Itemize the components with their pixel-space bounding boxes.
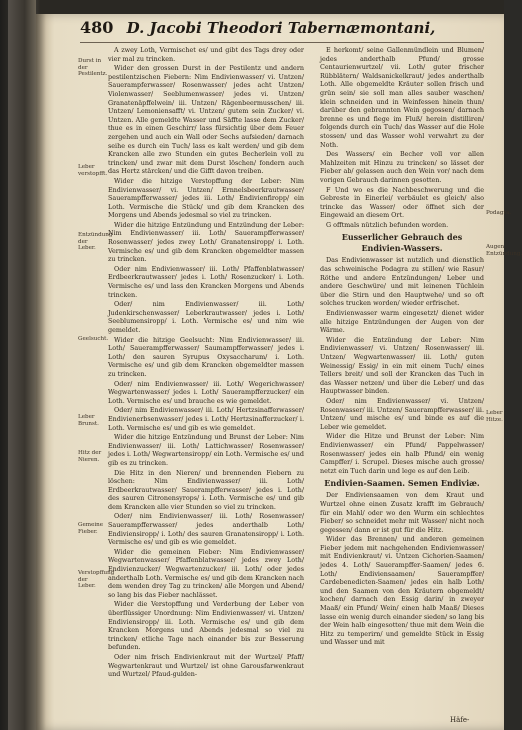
paragraph: G offtmals nützlich befunden worden.: [326, 220, 449, 229]
paragraph: Wider das Brennen/ und anderen gemeinen Fieber jedem mit nachgehenden Endivienwasser/ mit Endivienkraut/ vi. Untzen Cichorien-Saamen/ jedes 4. Loth/ Sauerampffer-Saamen/ jedes 6. Loth/ Endiviensaamen/ Sauerampffer/ Cardebenedicten-Saamen/ jedes ein halb Loth/ und den Saamen von den Kräutern obgemeldt/ kochen/ darnach den Essig darin/ in zweyer Maaß/ ein Pfund/ Wein/ einen halb Maaß/ Dieses lasse ein wenig durch einander sieden/ so lang bis der Wein halb eingesotten/ thue mit dem Wein die Hitz zu temperirn/ und gemeldte Stück in Essig und Wasser und mit: [320, 535, 484, 647]
paragraph: F Und wo es die Nachbeschwerung und die Gebreste in Einerlei/ verbäulet es gleich/ also trincke das Wasser/ oder öffnet sich der Eingewaid an diesem Ort.: [320, 185, 484, 220]
paragraph: A zwey Loth, Vermischet es/ und gibt des Tags drey oder vier mal zu trincken.: [108, 46, 304, 63]
margin-note: Hitz der Nieren.: [78, 450, 102, 463]
page-title: D. Jacobi Theodori Tabernæmontani,: [126, 19, 436, 37]
section-heading: Eusserlicher Gebrauch des Endivien-Wassers.: [341, 232, 463, 254]
paragraph: Wider die hitzige Entzündung und Brunst der Leber: Nim Endivienwasser/ iii. Loth/ Lattichwasser/ Rosenwasser/ jedes i. Loth/ Wegwartensiropp/ ein Loth. Vermische es/ und gib es zu trincken.: [108, 433, 304, 467]
margin-note: Geelsucht.: [78, 336, 109, 342]
paragraph: Wider die hitzige Verstopffung der Leber: Nim Endivienwasser/ vi. Untzen/ Ernnelsbeerkrautwasser/ Sauerampfferwasser/ jedes iii. Loth/ Endivienfiropp/ ein Loth. Vermische die Stück/ und gib dem Krancken des Morgens und Abends jedesmal so viel zu trincken.: [108, 176, 304, 220]
margin-note: Leber Brunst.: [78, 414, 99, 427]
margin-note: Entzündung der Leber.: [78, 232, 113, 252]
paragraph: Wider die Hitze und Brunst der Leber: Nim Endivienwasser/ ein Pfund/ Pappelwasser/ Rosenwasser/ jedes ein halb Pfund/ ein wenig Campffer/ i. Scrupel. Dieses mische auch grosse/ netzt ein Tuch darin und lege es auf den Leib.: [320, 432, 484, 475]
paragraph: Wider die Entzündung der Leber: Nim Endivienwasser/ vi. Untzen/ Rosenwasser/ iii. Untzen/ Wegwartenwasser/ iii. Loth/ guten Weinessig/ Essig/ in ein mit einem Tuch/ eines Tellers breit/ und soll der Krancken das Tuch in das Wasser netzen/ und über die Leber/ und das Hauptwasser binden.: [320, 335, 484, 396]
book-page: [36, 14, 522, 730]
page-number: 480: [80, 18, 114, 37]
paragraph: Endivienwasser warm eingesetzt/ dienet wider alle hitzige Entzündungen der Augen von der Wärme.: [320, 309, 484, 335]
paragraph: Die Hitz in den Nieren/ und brennenden Fiebern zu löschen: Nim Endivienwasser/ iii. Loth/ Erdbeerkrautwasser/ Sauerampfferwasser/ jedes i. Loth/ des sauren Citronensyrops/ i. Loth. Vermische es/ und gib dem Krancken alle vier Stunden so viel zu trincken.: [108, 468, 304, 511]
margin-note: Leber Hitze.: [486, 410, 503, 423]
paragraph: E herkomt/ seine Gallenmündlein und Blumen/ jedes anderthalb Pfund/ grosse Centaurienwurtzel/ vii. Loth/ guter frischer Rübblätern/ Waldsanickelkraut/ jedes anderthalb Loth. Alle obgemeldte Kräuter sollen frisch und grün sein/ sie soll man alles sauber waschen/ klein schneiden und in Weinfessen hinein thun/ darüber den gebrannten Wein gegossen/ darnach brenne es und fiege im Fluß/ herein distilliren/ folgends durch ein Tuch/ das Wasser auf die Hole stossen/ und das Wasser wohl verwahrt zu der Noth.: [320, 46, 484, 149]
section-heading: Endivien-Saamen. Semen Endiviæ.: [324, 478, 480, 489]
paragraph: Oder/ nim Endivienwasser/ iii. Loth/ Wegerichwasser/ Wegwartenwasser/ jedes i. Loth/ Sauerampfferzucker/ ein Loth. Vermische es/ und brauche es wie gemeldet.: [108, 379, 304, 405]
header-rule: [80, 42, 484, 43]
paragraph: Wider den grossen Durst in der Pestilentz und andern pestilentzischen Fiebern: Nim Endivienwasser/ vi. Untzen/ Sauerampferwasser/ Rosenwasser/ jedes acht Untzen/ Violenwasser/ Seeblumenwasser/ jedes vi. Untzen/ Granatenäpffelwein/ iii. Untzen/ Rägenbeermusschen/ iii. Untzen/ Lemoniensafft/ vi. Untzen/ gutem sein Zucker/ vi. Untzen. Alle gemeldte Wasser und Säffte lasse dem Zucker/ thue es in einen Geschirr/ lass fürsichtig über dem Feuer zergehen und auch ein Wall oder Sechs aufsieden/ darnach seihe es durch ein Tuch/ lass es kalt werden/ und gib dem Krancken alle zwo Stunden ein gutes Becherlein voll zu trincken/ und zwar mit dem Durst löschen/ fondern auch das Hertz stärcken/ und die Gifft davon treiben.: [108, 64, 304, 176]
margin-note: Leber verstopfft.: [78, 164, 108, 177]
paragraph: Wider die hitzige Geelsucht: Nim Endivienwasser/ iii. Loth/ Sauerampfferwasser/ Saumampfferwasser/ jedes i. Loth/ den sauren Syrupus Oxysaccharum/ i. Loth. Vermische es/ und gib dem Krancken obgemeldter massen zu trincken.: [108, 335, 304, 378]
paragraph: Wider die Verstopffung und Verderbung der Leber von überflüssiger Unordnung: Nim Endivienwasser/ vi. Untzen/ Endiviensiropp/ iii. Loth. Vermische es/ und gib dem Krancken Morgens und Abends jedesmal so viel zu trincken/ etliche Tage nach einander bis zur Besserung befunden.: [108, 600, 304, 652]
paragraph: Das Endivienwasser ist nutzlich und dienstlich das schweinische Podagra zu stillen/ wie Rasur/ Röthe und andere Entzündungen/ Leber und andere Geschwüre/ und mit leinenen Tüchlein über die Stirn und den Hauptwehe/ und so oft solches trucken worden/ wieder erfrischet.: [320, 256, 484, 308]
paragraph: Oder nim Endivienwasser/ iii. Loth/ Pfaffenblatwasser/ Erdbeerkrautwasser/ jedes i. Loth/ Rosenzucker/ i. Loth. Vermische es/ und lass den Krancken Morgens und Abends trincken.: [108, 264, 304, 299]
margin-note: Augen Entzündung.: [486, 244, 522, 257]
paragraph: Oder/ nim Endivienwasser/ iii. Loth/ Hertzsinafferwasser/ Endivienerbsenwasser/ jedes i. Loth/ Hertzsinafferzucker/ i. Loth. Vermische es/ und gib es wie gemeldet.: [108, 406, 304, 432]
right-column: [320, 46, 484, 716]
margin-note: Podagra.: [486, 210, 512, 216]
running-header: [80, 18, 480, 40]
left-column: [108, 46, 304, 716]
paragraph: Wider die hitzige Entzündung und Entzündung der Leber: Nim Endivienwasser/ iii. Loth/ Sauerampfferwasser/ Rosenwasser/ jedes zwey Loth/ Granatensiropp/ i. Loth. Vermische es/ und gib dem Krancken obgemeldter massen zu trincken.: [108, 220, 304, 264]
margin-note: Durst in der Pestilentz.: [78, 58, 108, 78]
paragraph: Der Endiviensaamen von dem Kraut und Wurtzel ohne einen Zusatz krafft im Gebrauch/ für ein Mahl/ oder wo den Wurm ein schlechtes Fieber/ so schneidet mehr mit Wasser/ nicht noch gegessen/ dann er ist gut für die Hitz.: [320, 491, 484, 534]
gutter-shadow: [36, 14, 46, 730]
book-spine: [8, 0, 36, 730]
paragraph: Oder nim frisch Endivienkraut mit der Wurtzel/ Pfaff/ Wegwartenkraut und Wurtzel/ ist ohne Garousfarwenkraut und Wurtzel/ Pfaud-gulden-: [108, 652, 304, 679]
catchword: Häfe-: [450, 716, 470, 724]
paragraph: Oder/ nim Endivienwasser/ vi. Untzen/ Rosenwasser/ iii. Untzen/ Sauerampfferwasser/ iii. Untzen/ und mische es/ und binde es auf die Leber wie gemeldet.: [320, 396, 484, 431]
paragraph: Wider die gemeinen Fieber: Nim Endivienwasser/ Wegwartenwasser/ Pfaffenblatwasser/ jedes zwey Loth/ Endivienzucker/ Wegwartenzucker/ iii. Loth/ oder jedes anderthalb Loth. Vermische es/ und gib dem Krancken nach dem wenden drey Tag zu trincken/ alle Morgen und Abend/ so lang bis das Fieber nachlässet.: [108, 547, 304, 599]
paragraph: Des Wassers/ ein Becher voll vor allen Mahlzeiten mit Hinzu zu trincken/ so lässet der Fieber ab/ gelassen auch den Wein vor/ nach dem vorigen Gebrauch darinnen gesotten.: [320, 150, 484, 184]
margin-note: Verstopffung der Leber.: [78, 570, 115, 590]
paragraph: Oder/ nim Endivienwasser/ iii. Loth/ Rosenwasser/ Sauerampfferwasser/ jedes anderthalb Loth/ Endiviensiropp/ i. Loth/ des sauren Granatensiropp/ i. Loth. Vermische es/ und gib es wie gemeldet.: [108, 512, 304, 547]
paragraph: Oder/ nim Endivienwasser/ iii. Loth/ Judenkirschenwasser/ Leberkrautwasser/ jedes i. Loth/ Seeblumensiropp/ i. Loth. Vermische es/ und nim wie gemeldet.: [108, 300, 304, 334]
margin-note: Gemeine Fieber.: [78, 522, 104, 535]
